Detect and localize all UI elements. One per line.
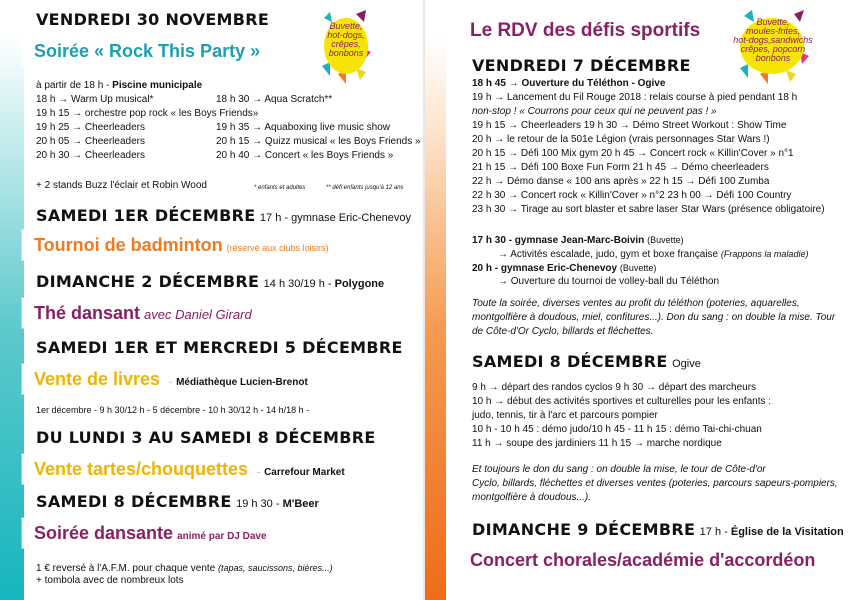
soiree-rock-banner [22, 36, 300, 66]
sat-para-line: Cyclo, billards, fléchettes et diverses ventes (poteries, parcours sapeurs-pompiers, [472, 478, 838, 489]
tartes-banner [22, 454, 400, 484]
separator: - [169, 377, 173, 387]
venue-name: Polygone [334, 278, 385, 290]
sat-line: 9 h → départ des randos cyclos 9 h 30 → départ des marcheurs [472, 382, 757, 393]
gym1-tag: (Buvette) [647, 235, 684, 245]
stands-line: + 2 stands Buzz l'éclair et Robin Wood [36, 180, 207, 191]
schedule-left: 19 h 15 → orchestre pop rock « les Boys Friends» [36, 108, 259, 119]
the-banner [22, 298, 400, 328]
buvette-bubble-text [728, 18, 818, 63]
sat-line: judo, tennis, tir à l'arc et parcours pompier [472, 410, 658, 421]
venue-prefix: 14 h 30/19 h - [263, 278, 335, 290]
footnote-2: ** défi enfants jusqu'à 12 ans [326, 185, 404, 191]
bubble-line: moules-frites, [745, 26, 800, 36]
badminton-banner [22, 230, 400, 260]
schedule-right: 18 h 30 → Aqua Scratch** [216, 94, 333, 105]
gym1-activity-text: → Activités escalade, judo, gym et boxe française [498, 249, 719, 260]
dansante-banner [22, 518, 400, 548]
fri-para-line: Toute la soirée, diverses ventes au profit du téléthon (poteries, aquarelles, [472, 298, 800, 309]
gym1-line [472, 234, 684, 247]
sun-date: DIMANCHE 9 DÉCEMBRE [472, 520, 696, 539]
tombola-line: + tombola avec de nombreux lots [36, 575, 184, 586]
gym1-activity [498, 248, 808, 261]
gym1-venue: 17 h 30 - gymnase Jean-Marc-Boivin [472, 235, 645, 246]
soiree-rock-title: Soirée « Rock This Party » [34, 41, 261, 61]
fold-line [423, 0, 425, 600]
venue-prefix: 17 h - [699, 526, 731, 538]
venue-name: M'Beer [282, 498, 319, 510]
gym1-note: (Frappons la maladie) [720, 249, 809, 259]
livres-venue: Médiathèque Lucien-Brenot [176, 377, 308, 388]
livres-title [34, 369, 308, 390]
dansante-title [34, 523, 267, 544]
gym2-venue: 20 h - gymnase Eric-Chenevoy [472, 263, 618, 274]
bubble-line: bonbons [755, 53, 791, 63]
sun-title: Concert chorales/académie d'accordéon [470, 550, 816, 570]
dansante-date-row [36, 492, 319, 512]
bubble-line: bonbons [328, 48, 364, 58]
sat-date: SAMEDI 8 DÉCEMBRE [472, 352, 668, 371]
fri-line: 23 h 30 → Tirage au sort blaster et sabre laser Star Wars (présence obligatoire) [472, 204, 825, 215]
tartes-title-text: Vente tartes/chouquettes [34, 459, 249, 479]
sat-para-line: Et toujours le don du sang : on double la mise, le tour de Côte-d'or [472, 464, 766, 475]
rdv-title-banner [452, 14, 730, 48]
fri-para-line: de Côte-d'Or Cyclo, billards et fléchettes. [472, 326, 654, 337]
badminton-title [34, 235, 329, 256]
livres-title-text: Vente de livres [34, 369, 161, 389]
schedule-left: 20 h 05 → Cheerleaders [36, 136, 145, 147]
buvette-bubble-text [318, 22, 374, 58]
tartes-title [34, 459, 345, 480]
fri-line: 18 h 45 → Ouverture du Téléthon - Ogive [472, 78, 666, 89]
the-title [34, 303, 252, 324]
venue-name: gymnase Eric-Chenevoy [291, 212, 411, 224]
the-date: DIMANCHE 2 DÉCEMBRE [36, 272, 260, 291]
fri-date: VENDREDI 7 DÉCEMBRE [472, 56, 691, 75]
bubble-line: hot-dogs, [327, 30, 365, 40]
venue-name: Piscine municipale [112, 80, 203, 91]
tartes-venue: Carrefour Market [264, 467, 345, 478]
sat-line: 10 h → début des activités sportives et culturelles pour les enfants : [472, 396, 772, 407]
livres-banner [22, 364, 400, 394]
the-title-text: Thé dansant [34, 303, 141, 323]
badminton-title-text: Tournoi de badminton [34, 235, 223, 255]
separator: - [257, 467, 261, 477]
fri-line: 22 h 30 → Concert rock « Killin'Cover » n°2 23 h 00 → Défi 100 Country [472, 190, 792, 201]
livres-date: SAMEDI 1ER ET MERCREDI 5 DÉCEMBRE [36, 338, 403, 357]
schedule-right: 20 h 40 → Concert « les Boys Friends » [216, 150, 394, 161]
gym2-tag: (Buvette) [619, 263, 657, 273]
bubble-line: hot-dogs,sandwichs [733, 35, 813, 45]
badminton-date-row [36, 206, 411, 226]
rdv-title: Le RDV des défis sportifs [470, 20, 701, 41]
venue-prefix: à partir de 18 h - [36, 80, 113, 91]
the-date-row [36, 272, 384, 292]
afm-examples: (tapas, saucissons, bières...) [218, 563, 333, 573]
livres-hours: 1er décembre - 9 h 30/12 h - 5 décembre - 10 h 30/12 h - 14 h/18 h - [36, 405, 310, 415]
bubble-line: crêpes, popcorn [740, 44, 806, 54]
dansante-title-text: Soirée dansante [34, 523, 174, 543]
fri-line: non-stop ! « Courrons pour ceux qui ne peuvent pas ! » [472, 106, 717, 117]
tartes-date: DU LUNDI 3 AU SAMEDI 8 DÉCEMBRE [36, 428, 376, 447]
bubble-line: Buvette, [756, 17, 790, 27]
sun-banner [452, 544, 844, 578]
fri-line: 20 h → le retour de la 501e Légion (vrais personnages Star Wars !) [472, 134, 770, 145]
footnote-1: * enfants et adultes [254, 185, 306, 191]
dansante-date: SAMEDI 8 DÉCEMBRE [36, 492, 232, 511]
badminton-subtitle: (réservé aux clubs loisirs) [226, 243, 329, 253]
dansante-subtitle: animé par DJ Dave [177, 531, 267, 542]
header-date: VENDREDI 30 NOVEMBRE [36, 10, 270, 29]
venue-name: Église de la Visitation [730, 526, 844, 538]
gym2-activity: → Ouverture du tournoi de volley-ball du Téléthon [498, 276, 720, 287]
sat-venue: Ogive [672, 358, 701, 370]
fri-para-line: montgolfière à doudous, miel, confitures...). Don du sang : on double la mise. Tour [472, 312, 836, 323]
venue-prefix: 17 h - [259, 212, 292, 224]
schedule-right: 20 h 15 → Quizz musical « les Boys Friends » [216, 136, 421, 147]
afm-text: 1 € reversé à l'A.F.M. pour chaque vente [36, 563, 216, 574]
sat-line: 11 h → soupe des jardiniers 11 h 15 → marche nordique [472, 438, 722, 449]
fri-line: 20 h 15 → Défi 100 Mix gym 20 h 45 → Concert rock « Killin'Cover » n°1 [472, 148, 794, 159]
bubble-line: Buvette, [329, 21, 363, 31]
badminton-date: SAMEDI 1ER DÉCEMBRE [36, 206, 256, 225]
fri-line: 19 h → Lancement du Fil Rouge 2018 : relais course à pied pendant 18 h [472, 92, 798, 103]
fri-line: 21 h 15 → Défi 100 Boxe Fun Form 21 h 45 → Démo cheerleaders [472, 162, 769, 173]
schedule-left: 20 h 30 → Cheerleaders [36, 150, 145, 161]
schedule-left: 19 h 25 → Cheerleaders [36, 122, 145, 133]
sat-line: 10 h - 10 h 45 : démo judo/10 h 45 - 11 h 15 : démo Tai-chi-chuan [472, 424, 762, 435]
sat-para-line: montgolfière à doudous...). [472, 492, 591, 503]
venue-prefix: 19 h 30 - [236, 498, 283, 510]
schedule-right: 19 h 35 → Aquaboxing live music show [216, 122, 390, 133]
fri-line: 19 h 15 → Cheerleaders 19 h 30 → Démo Street Workout : Show Time [472, 120, 787, 131]
sat-date-row [472, 352, 701, 372]
fri-line: 22 h → Démo danse « 100 ans après » 22 h 15 → Défi 100 Zumba [472, 176, 770, 187]
gym2-line [472, 262, 656, 275]
the-subtitle: avec Daniel Girard [144, 307, 252, 322]
sun-date-row [472, 520, 844, 540]
schedule-left: 18 h → Warm Up musical* [36, 94, 154, 105]
dansante-afm-line [36, 562, 333, 575]
bubble-line: crêpes, [331, 39, 361, 49]
soiree-rock-venue [36, 80, 202, 92]
